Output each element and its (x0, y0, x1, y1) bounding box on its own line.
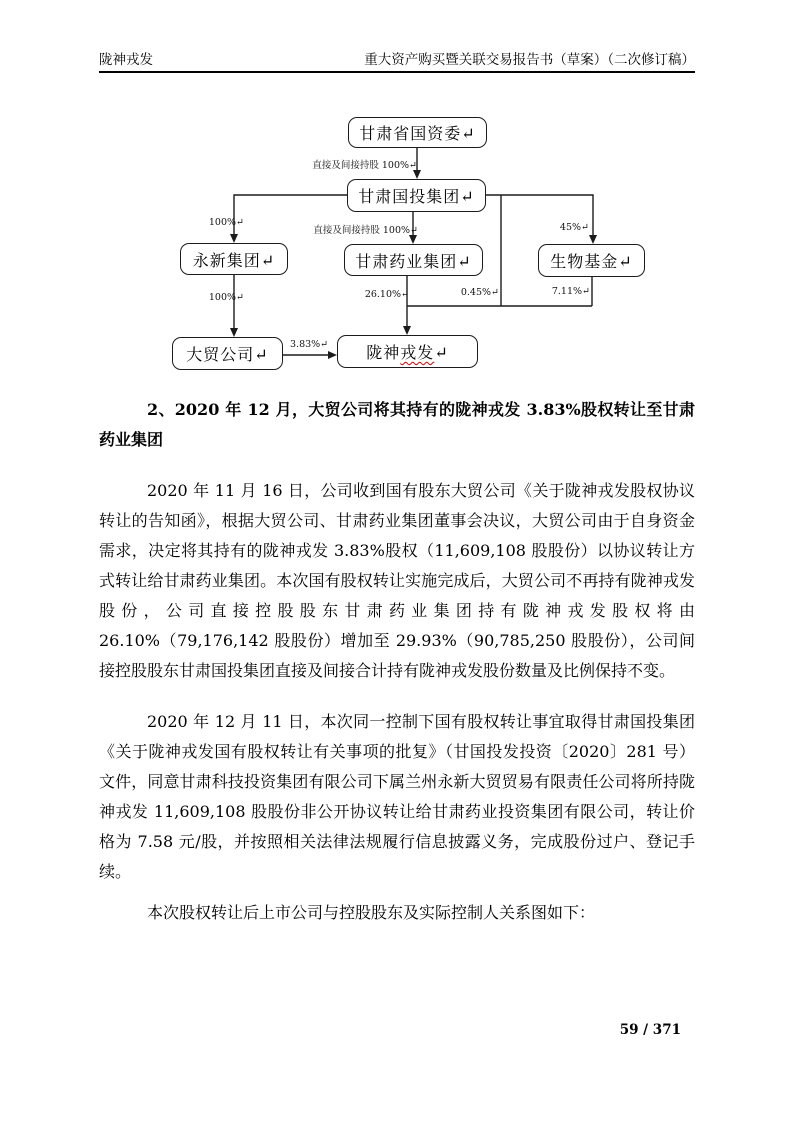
node-provincial-sasac-label: 甘肃省国资委↵ (359, 124, 476, 143)
paragraph-relationship-chart-intro: 本次股权转让后上市公司与控股股东及实际控制人关系图如下： (147, 903, 596, 922)
node-longshen-rongfa-label (366, 340, 448, 363)
longshen-label-return-mark: ↵ (434, 343, 449, 362)
section-heading: 2、2020 年 12 月，大贸公司将其持有的陇神戎发 3.83%股权转让至甘肃药业集团 (99, 400, 695, 449)
page-header (99, 53, 695, 73)
edge-label-sasac-guotou: 直接及间接持股 100%↵ (312, 160, 417, 171)
node-bio-fund (538, 244, 645, 277)
node-pharma-group-label: 甘肃药业集团↵ (355, 251, 472, 271)
node-damao-company-label: 大贸公司↵ (186, 345, 269, 364)
edge-label-guotou-pharma: 直接及间接持股 100%↵ (313, 225, 418, 236)
edge-label-damao-longshen: 3.83%↵ (290, 339, 329, 350)
edge-label-biofund-longshen: 7.11%↵ (551, 286, 590, 297)
ownership-structure-diagram (160, 105, 660, 390)
longshen-label-spellcheck: 戎发 (400, 343, 435, 362)
edge-label-guotou-biofund: 45%↵ (559, 222, 589, 233)
edge-label-guotou-yongxin: 100%↵ (208, 217, 244, 228)
node-guotou-group-label: 甘肃国投集团↵ (358, 187, 475, 206)
page-number: 59 / 371 (619, 1022, 681, 1038)
paragraph-approval-document: 2020 年 12 月 11 日，本次同一控制下国有股权转让事宜取得甘肃国投集团《关于陇神戎发国有股权转让有关事项的批复》（甘国投发投资〔2020〕281 号）文件，同意甘肃科技投资集团有限公司下属兰州永新大贸贸易有限责任公司将所持陇神戎发 11,609,108 股股份非公开协议转让给甘肃药业投资集团有限公司，转让价格为 7.58 元/股，并按照相关法律法规履行信息披露义务，完成股份过户、登记手续。 (99, 712, 695, 881)
node-provincial-sasac (348, 117, 487, 148)
header-right-text: 重大资产购买暨关联交易报告书（草案）（二次修订稿） (364, 52, 695, 68)
paragraph-share-transfer-notice: 2020 年 11 月 16 日，公司收到国有股东大贸公司《关于陇神戎发股权协议转让的告知函》，根据大贸公司、甘肃药业集团董事会决议，大贸公司由于自身资金需求，决定将其持有的陇神戎发 3.83%股权（11,609,108 股股份）以协议转让方式转让给甘肃药业集团。本次国有股权转让实施完成后，大贸公司不再持有陇神戎发股份，公司直接控股股东甘肃药业集团持有陇神戎发股权将由 26.10%（79,176,142 股股份）增加至 29.93%（90,785,250 股股份），公司间接控股股东甘肃国投集团直接及间接合计持有陇神戎发股份数量及比例保持不变。 (99, 481, 695, 680)
node-longshen-rongfa (337, 335, 478, 368)
node-guotou-group (347, 179, 486, 212)
edge-label-yongxin-damao: 100%↵ (208, 292, 244, 303)
node-yongxin-group-label: 永新集团↵ (192, 250, 276, 270)
node-damao-company (172, 337, 283, 370)
edge-label-pharma-longshen: 26.10%↵ (364, 289, 409, 300)
header-left-text: 陇神戎发 (99, 52, 153, 68)
longshen-label-pre: 陇神 (366, 343, 401, 362)
edge-label-guotou-longshen: 0.45%↵ (460, 287, 499, 298)
node-bio-fund-label: 生物基金↵ (550, 252, 633, 271)
node-yongxin-group (180, 243, 288, 275)
node-pharma-group (344, 244, 483, 276)
